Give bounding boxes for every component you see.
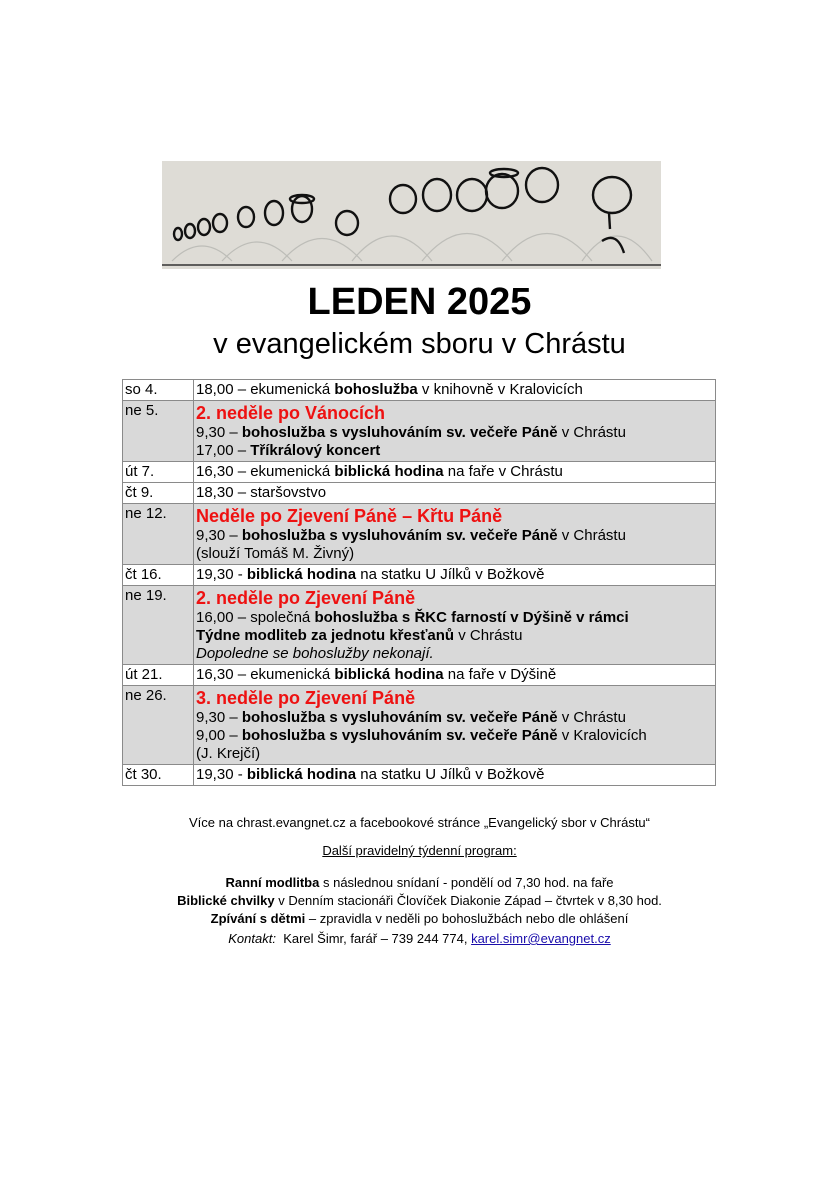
event-text: bohoslužba (334, 381, 418, 398)
sunday-heading: 2. neděle po Zjevení Páně (196, 588, 416, 608)
page-title: LEDEN 2025 (307, 281, 532, 323)
schedule-day: ne 5. (123, 401, 194, 462)
website-info: Více na chrast.evangnet.cz a facebookové stránce „Evangelický sbor v Chrástu“ (188, 815, 650, 830)
schedule-row (123, 565, 716, 586)
schedule-row (123, 380, 716, 401)
event-line (196, 766, 713, 784)
event-text: na faře v Dýšině (443, 666, 557, 683)
event-line (196, 666, 713, 684)
sunday-heading: Neděle po Zjevení Páně – Křtu Páně (196, 506, 503, 526)
schedule-row (123, 401, 716, 462)
event-text: v knihovně v Kralovicích (417, 381, 583, 398)
event-text: v Chrástu (557, 709, 626, 726)
event-text: biblická hodina (334, 666, 444, 683)
event-text: biblická hodina (246, 566, 357, 583)
weekly-heading: Další pravidelný týdenní program: (322, 843, 517, 858)
event-line (196, 527, 713, 545)
schedule-day: ne 12. (123, 504, 194, 565)
event-text: v Chrástu (557, 424, 626, 441)
event-text: (slouží Tomáš M. Živný) (196, 545, 355, 562)
schedule-table (122, 379, 716, 786)
event-line (196, 566, 713, 584)
schedule-row (123, 686, 716, 765)
event-text: 16,30 – ekumenická (196, 463, 335, 480)
event-text: 9,00 – (196, 727, 242, 744)
sunday-heading: 3. neděle po Zjevení Páně (196, 688, 416, 708)
schedule-events (194, 686, 716, 765)
email-link[interactable]: karel.simr@evangnet.cz (471, 931, 611, 946)
header-drawing (162, 161, 661, 269)
event-line (196, 424, 713, 442)
event-text: Dopoledne se bohoslužby nekonají. (196, 645, 434, 662)
event-text: v Kralovicích (557, 727, 647, 744)
event-text: bohoslužba s vysluhováním sv. večeře Páně (241, 424, 558, 441)
event-text: biblická hodina (246, 766, 357, 783)
weekly-item-text: v Denním stacionáři Človíček Diakonie Západ – čtvrtek v 8,30 hod. (274, 893, 662, 908)
schedule-row (123, 665, 716, 686)
event-line (196, 381, 713, 399)
event-text: 18,30 – staršovstvo (196, 484, 327, 501)
schedule-day: út 7. (123, 462, 194, 483)
event-text: 16,30 – ekumenická (196, 666, 335, 683)
event-text: 16,00 – společná (196, 609, 315, 626)
event-line (196, 442, 713, 460)
event-text: biblická hodina (334, 463, 444, 480)
event-text: v Chrástu (557, 527, 626, 544)
schedule-row (123, 483, 716, 504)
sunday-heading: 2. neděle po Vánocích (196, 403, 386, 423)
schedule-events (194, 586, 716, 665)
contact-label: Kontakt: (228, 931, 276, 946)
event-text: 9,30 – (196, 424, 242, 441)
event-text: (J. Krejčí) (196, 745, 261, 762)
schedule-day: so 4. (123, 380, 194, 401)
event-text: na faře v Chrástu (443, 463, 563, 480)
schedule-body (123, 380, 716, 786)
contact-line (0, 930, 839, 948)
event-text: na statku U Jílků v Božkově (356, 766, 545, 783)
schedule-row (123, 765, 716, 786)
schedule-day: čt 30. (123, 765, 194, 786)
event-text: bohoslužba s vysluhováním sv. večeře Páně (241, 527, 558, 544)
weekly-item-title: Ranní modlitba (225, 875, 320, 890)
weekly-item (0, 874, 839, 892)
schedule-events (194, 504, 716, 565)
event-text: bohoslužba s ŘKC farností v Dýšině v rámci (314, 609, 629, 626)
weekly-item-text: s následnou snídaní - pondělí od 7,30 hod. na faře (319, 875, 614, 890)
weekly-item-title: Biblické chvilky (177, 893, 275, 908)
schedule-events (194, 462, 716, 483)
event-line (196, 545, 713, 563)
schedule-events (194, 565, 716, 586)
event-line (196, 463, 713, 481)
event-line (196, 627, 713, 645)
event-line (196, 645, 713, 663)
event-text: bohoslužba s vysluhováním sv. večeře Páně (241, 727, 558, 744)
schedule-day: čt 16. (123, 565, 194, 586)
event-text: Tříkrálový koncert (250, 442, 381, 459)
event-text: 9,30 – (196, 709, 242, 726)
contact-text: Karel Šimr, farář – 739 244 774, (275, 931, 472, 946)
event-text: na statku U Jílků v Božkově (356, 566, 545, 583)
schedule-row (123, 586, 716, 665)
event-text: 18,00 – ekumenická (196, 381, 335, 398)
schedule-events (194, 401, 716, 462)
figures-sketch (162, 161, 661, 269)
schedule-events (194, 765, 716, 786)
schedule-day: ne 19. (123, 586, 194, 665)
weekly-item (0, 892, 839, 910)
event-line (196, 727, 713, 745)
weekly-item-text: – zpravidla v neděli po bohoslužbách nebo dle ohlášení (305, 911, 629, 926)
schedule-day: út 21. (123, 665, 194, 686)
event-line (196, 609, 713, 627)
event-text: 19,30 - (196, 566, 247, 583)
schedule-row (123, 504, 716, 565)
event-text: bohoslužba s vysluhováním sv. večeře Páně (241, 709, 558, 726)
schedule-events (194, 665, 716, 686)
schedule-day: čt 9. (123, 483, 194, 504)
schedule-events (194, 380, 716, 401)
page-subtitle: v evangelickém sboru v Chrástu (213, 328, 626, 360)
weekly-item (0, 910, 839, 928)
event-text: Týdne modliteb za jednotu křesťanů (196, 627, 455, 644)
event-line (196, 745, 713, 763)
weekly-program (0, 874, 839, 928)
schedule-events (194, 483, 716, 504)
event-text: 19,30 - (196, 766, 247, 783)
weekly-item-title: Zpívání s dětmi (210, 911, 306, 926)
schedule-day: ne 26. (123, 686, 194, 765)
event-text: 9,30 – (196, 527, 242, 544)
event-text: v Chrástu (454, 627, 523, 644)
event-text: 17,00 – (196, 442, 251, 459)
event-line (196, 709, 713, 727)
event-line (196, 484, 713, 502)
schedule-row (123, 462, 716, 483)
